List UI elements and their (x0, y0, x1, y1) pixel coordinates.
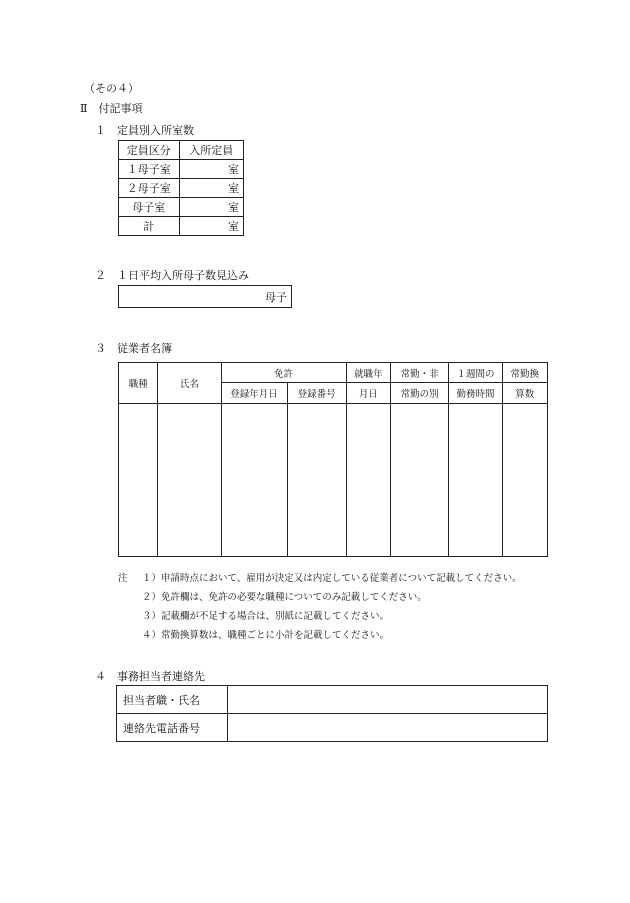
avg-residents-box (118, 285, 292, 308)
fte-cell[interactable] (502, 404, 547, 557)
item4-title: 事務担当者連絡先 (117, 670, 205, 683)
row-label: １母子室 (119, 160, 180, 179)
item4-number: ４ (95, 670, 106, 683)
name-cell[interactable] (158, 404, 221, 557)
header-hire-date-bottom: 月日 (346, 383, 390, 404)
row-label: 母子室 (119, 198, 180, 217)
header-license: 免許 (221, 363, 346, 383)
note-1: １）申請時点において、雇用が決定又は内定している従業者について記載してください。 (142, 573, 522, 584)
item3-title: 従業者名簿 (117, 342, 172, 355)
room-count-cell[interactable]: 室 (179, 198, 244, 217)
header-fte-bottom: 算数 (502, 383, 547, 404)
section-title: Ⅱ 付記事項 (80, 102, 143, 115)
item3-number: ３ (95, 342, 106, 355)
header-hire-date-top: 就職年 (346, 363, 390, 383)
contact-table (116, 685, 548, 742)
weekly-hours-cell[interactable] (449, 404, 502, 557)
note-3: ３）記載欄が不足する場合は、別紙に記載してください。 (142, 611, 390, 622)
col-header-capacity-class: 定員区分 (119, 141, 180, 160)
item2-number: ２ (95, 269, 106, 282)
hire-date-cell[interactable] (346, 404, 390, 557)
header-weekly-hours-top: １週間の (449, 363, 502, 383)
col-header-capacity: 入所定員 (179, 141, 244, 160)
header-registration-date: 登録年月日 (221, 383, 287, 404)
contact-person-label: 担当者職・氏名 (117, 686, 228, 714)
room-count-total-cell[interactable]: 室 (179, 217, 244, 236)
row-label: ２母子室 (119, 179, 180, 198)
registration-number-cell[interactable] (287, 404, 346, 557)
room-count-cell[interactable]: 室 (179, 160, 244, 179)
header-weekly-hours-bottom: 勤務時間 (449, 383, 502, 404)
registration-date-cell[interactable] (221, 404, 287, 557)
employment-type-cell[interactable] (391, 404, 449, 557)
contact-phone-field[interactable] (228, 714, 548, 742)
avg-residents-field[interactable]: 母子 (119, 286, 292, 308)
item1-number: １ (95, 124, 106, 137)
header-fte-top: 常勤換 (502, 363, 547, 383)
notes-label: 注 (118, 573, 128, 584)
room-count-cell[interactable]: 室 (179, 179, 244, 198)
capacity-room-table (118, 140, 244, 236)
header-name: 氏名 (158, 363, 221, 404)
note-2: ２）免許欄は、免許の必要な職種についてのみ記載してください。 (142, 592, 427, 603)
item1-title: 定員別入所室数 (117, 124, 194, 137)
row-label-total: 計 (119, 217, 180, 236)
job-cell[interactable] (119, 404, 158, 557)
header-employment-type-bottom: 常勤の別 (391, 383, 449, 404)
note-4: ４）常勤換算数は、職種ごとに小計を記載してください。 (142, 630, 390, 641)
page-part-label: （その４） (84, 82, 139, 95)
item2-title: １日平均入所母子数見込み (117, 269, 249, 282)
header-job: 職種 (119, 363, 158, 404)
staff-roster-table (118, 362, 548, 557)
header-employment-type-top: 常勤・非 (391, 363, 449, 383)
header-registration-number: 登録番号 (287, 383, 346, 404)
contact-person-field[interactable] (228, 686, 548, 714)
contact-phone-label: 連絡先電話番号 (117, 714, 228, 742)
